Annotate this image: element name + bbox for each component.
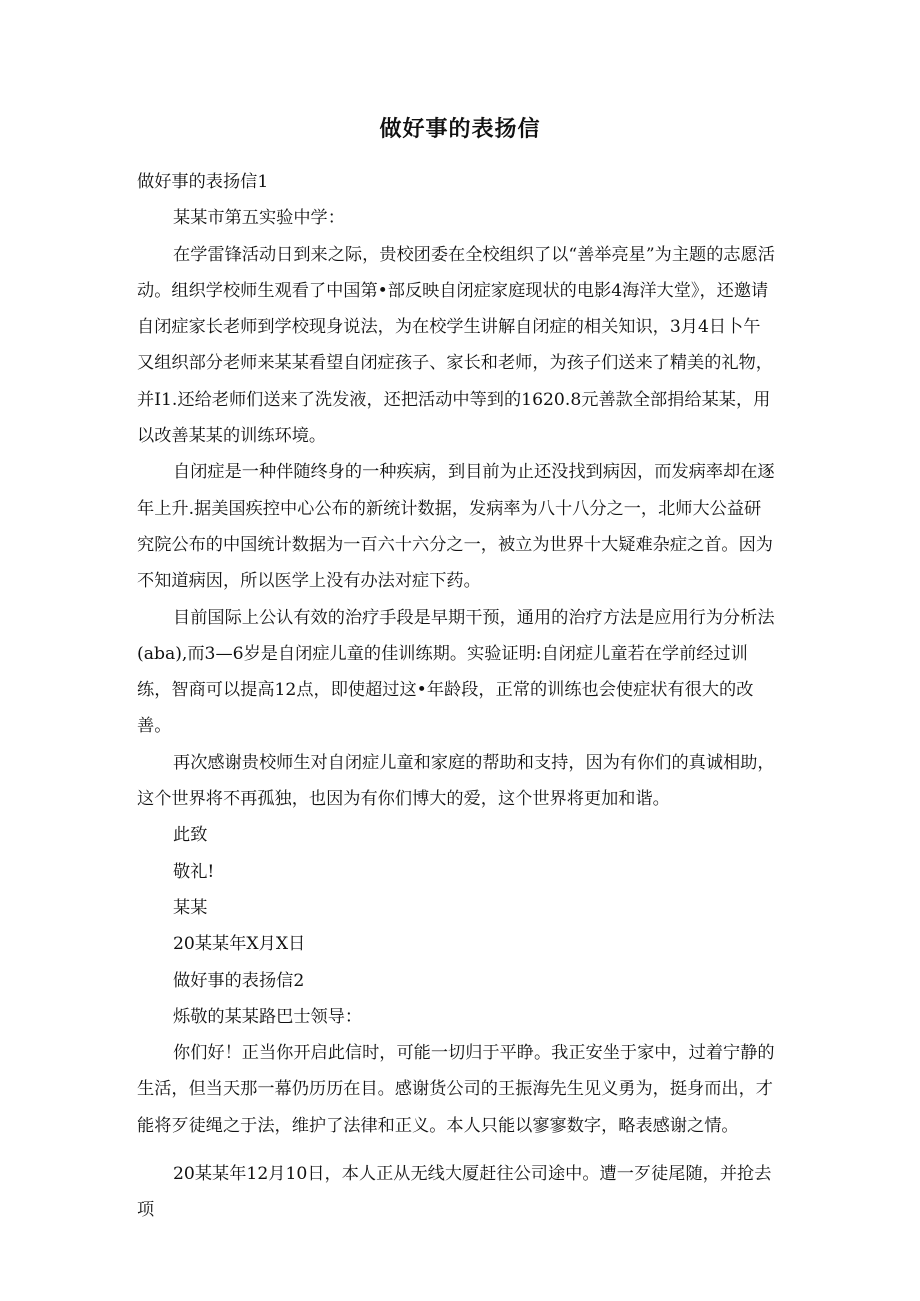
letter2-salutation: 烁敬的某某路巴士领导： bbox=[173, 1006, 363, 1027]
letter2-paragraph-1: 你们好！正当你开启此信时，可能一切归于平睁。我正安坐于家中，过着宁静的生活，但当天那一幕仍历历在目。感谢货公司的王振海先生见义勇为，挺身而出，才能将歹徒绳之于法，维护了法律和正义。本人只能以寥寥数字，略表感谢之情。 bbox=[137, 1043, 775, 1136]
document-title: 做好事的表扬信 bbox=[379, 117, 541, 142]
letter1-closing-1: 此致 bbox=[173, 825, 208, 846]
letter1-closing-2: 敬礼! bbox=[173, 861, 215, 882]
letter1-signer: 某某 bbox=[173, 897, 208, 918]
letter1-paragraph-4: 再次感谢贵校师生对自闭症儿童和家庭的帮助和支持，因为有你们的真诚相助，这个世界将不再孤独，也因为有你们博大的爱，这个世界将更加和谐。 bbox=[137, 752, 775, 810]
letter1-paragraph-2: 自闭症是一种伴随终身的一种疾病，到目前为止还没找到病因，而发病率却在逐年上升.据美国疾控中心公布的新统计数据，发病率为八十八分之一，北师大公益研究院公布的中国统计数据为一百六十六分之一，被立为世界十大疑难杂症之首。因为不知道病因，所以医学上没有办法对症下药。 bbox=[137, 462, 775, 592]
letter1-date: 20某某年X月X日 bbox=[173, 934, 306, 955]
letter2-paragraph-2: 20某某年12月10日，本人正从无线大厦赶往公司途中。遭一歹徒尾随，并抢去项 bbox=[137, 1164, 772, 1221]
letter1-paragraph-1: 在学雷锋活动日到来之际，贵校团委在全校组织了以“善举亮星”为主题的志愿活动。组织学校师生观看了中国第•部反映自闭症家庭现状的电影4海洋大堂》，还邀请自闭症家长老师到学校现身说法，为在校学生讲解自闭症的相关知识，3月4日卜午又组织部分老师来某某看望自闭症孩子、家长和老师，为孩子们送来了精美的礼物，并I1.还给老师们送来了洗发液，还把活动中等到的1620.8元善款全部捐给某某，用以改善某某的训练环境。 bbox=[137, 244, 775, 447]
letter1-paragraph-3: 目前国际上公认有效的治疗手段是早期干预，通用的治疗方法是应用行为分析法(aba),而3—6岁是自闭症儿童的佳训练期。实验证明:自闭症儿童若在学前经过训练，智商可以提高12点，即使超过这•年龄段，正常的训练也会使症状有很大的改善。 bbox=[137, 607, 775, 737]
letter2-heading: 做好事的表扬信2 bbox=[173, 970, 305, 991]
letter1-salutation: 某某市第五实验中学： bbox=[173, 208, 345, 229]
document-body bbox=[137, 164, 777, 1229]
letter1-heading: 做好事的表扬信1 bbox=[137, 172, 269, 192]
